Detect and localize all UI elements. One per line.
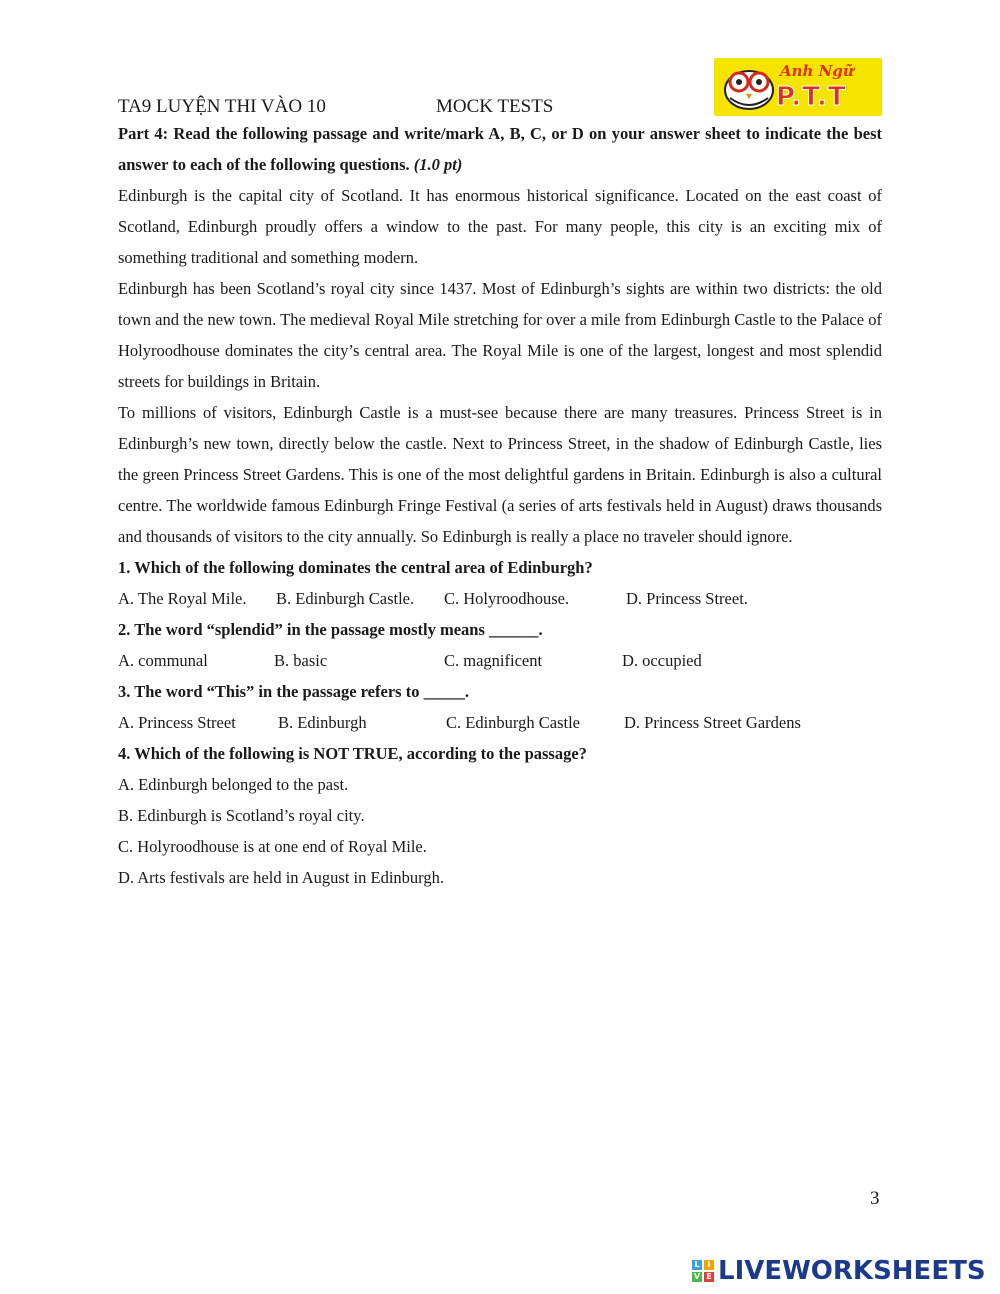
option-c[interactable]: C. Edinburgh Castle (446, 713, 580, 732)
option-a[interactable]: A. communal (118, 651, 208, 670)
passage-paragraph: To millions of visitors, Edinburgh Castle is a must-see because there are many treasures. Princess Street is in Edinburgh’s new town, directly below the castle. Next to Princess Street, in the shadow of Edinburgh Castle, lies the green Princess Street Gardens. This is one of the most delightful gardens in Britain. Edinburgh is also a cultural centre. The worldwide famous Edinburgh Fringe Festival (a series of arts festivals held in August) draws thousands and thousands of visitors to the city annually. So Edinburgh is really a place no traveler should ignore. (118, 403, 882, 546)
question-4: 4. Which of the following is NOT TRUE, according to the passage? (118, 744, 587, 763)
logo (714, 58, 882, 116)
option-d[interactable]: D. Arts festivals are held in August in Edinburgh. (118, 868, 444, 887)
option-b[interactable]: B. Edinburgh Castle. (276, 589, 415, 608)
header-subtitle: MOCK TESTS (436, 96, 554, 117)
mark-letter: V (693, 1272, 701, 1281)
instructions-points: (1.0 pt) (413, 155, 463, 174)
option-d[interactable]: D. occupied (622, 651, 702, 670)
mark-letter: I (704, 1260, 714, 1270)
option-c[interactable]: C. magnificent (444, 651, 543, 670)
option-a[interactable]: A. Edinburgh belonged to the past. (118, 775, 349, 794)
mark-letter: L (692, 1260, 702, 1270)
option-b[interactable]: B. Edinburgh (278, 713, 367, 732)
mark-letter: E (704, 1272, 714, 1282)
question-2: 2. The word “splendid” in the passage mostly means ______. (118, 620, 543, 639)
owl-glasses-icon (722, 64, 776, 110)
liveworksheets-logo[interactable] (692, 1256, 986, 1286)
passage-paragraph: Edinburgh has been Scotland’s royal city since 1437. Most of Edinburgh’s sights are within two districts: the old town and the new town. The medieval Royal Mile stretching for over a mile from Edinburgh Castle to the Palace of Holyroodhouse dominates the city’s central area. The Royal Mile is one of the largest, longest and most splendid streets for buildings in Britain. (118, 279, 882, 391)
question-1-options (118, 583, 882, 614)
page-number: 3 (870, 1188, 880, 1209)
question-1: 1. Which of the following dominates the central area of Edinburgh? (118, 558, 593, 577)
liveworksheets-text: LIVEWORKSHEETS (718, 1256, 986, 1286)
header-title: TA9 LUYỆN THI VÀO 10 (118, 96, 326, 117)
question-3: 3. The word “This” in the passage refers to _____. (118, 682, 469, 701)
logo-line2: P.T.T (776, 82, 847, 112)
option-c[interactable]: C. Holyroodhouse. (444, 589, 570, 608)
passage-paragraph: Edinburgh is the capital city of Scotland. It has enormous historical significance. Located on the east coast of Scotland, Edinburgh proudly offers a window to the past. For many people, this city is an exciting mix of something traditional and something modern. (118, 186, 882, 267)
instructions (118, 118, 882, 180)
option-a[interactable]: A. The Royal Mile. (118, 589, 247, 608)
question-2-options (118, 645, 882, 676)
instructions-text: Part 4: Read the following passage and write/mark A, B, C, or D on your answer sheet to indicate the best answer to each of the following questions. (118, 124, 882, 174)
option-d[interactable]: D. Princess Street Gardens (624, 713, 801, 732)
worksheet-content (118, 118, 882, 893)
option-a[interactable]: A. Princess Street (118, 713, 236, 732)
option-b[interactable]: B. Edinburgh is Scotland’s royal city. (118, 806, 365, 825)
logo-line1: Anh Ngữ (780, 62, 854, 80)
option-c[interactable]: C. Holyroodhouse is at one end of Royal Mile. (118, 837, 427, 856)
option-d[interactable]: D. Princess Street. (626, 589, 748, 608)
question-3-options (118, 707, 882, 738)
liveworksheets-mark-icon (692, 1260, 714, 1282)
option-b[interactable]: B. basic (274, 651, 328, 670)
